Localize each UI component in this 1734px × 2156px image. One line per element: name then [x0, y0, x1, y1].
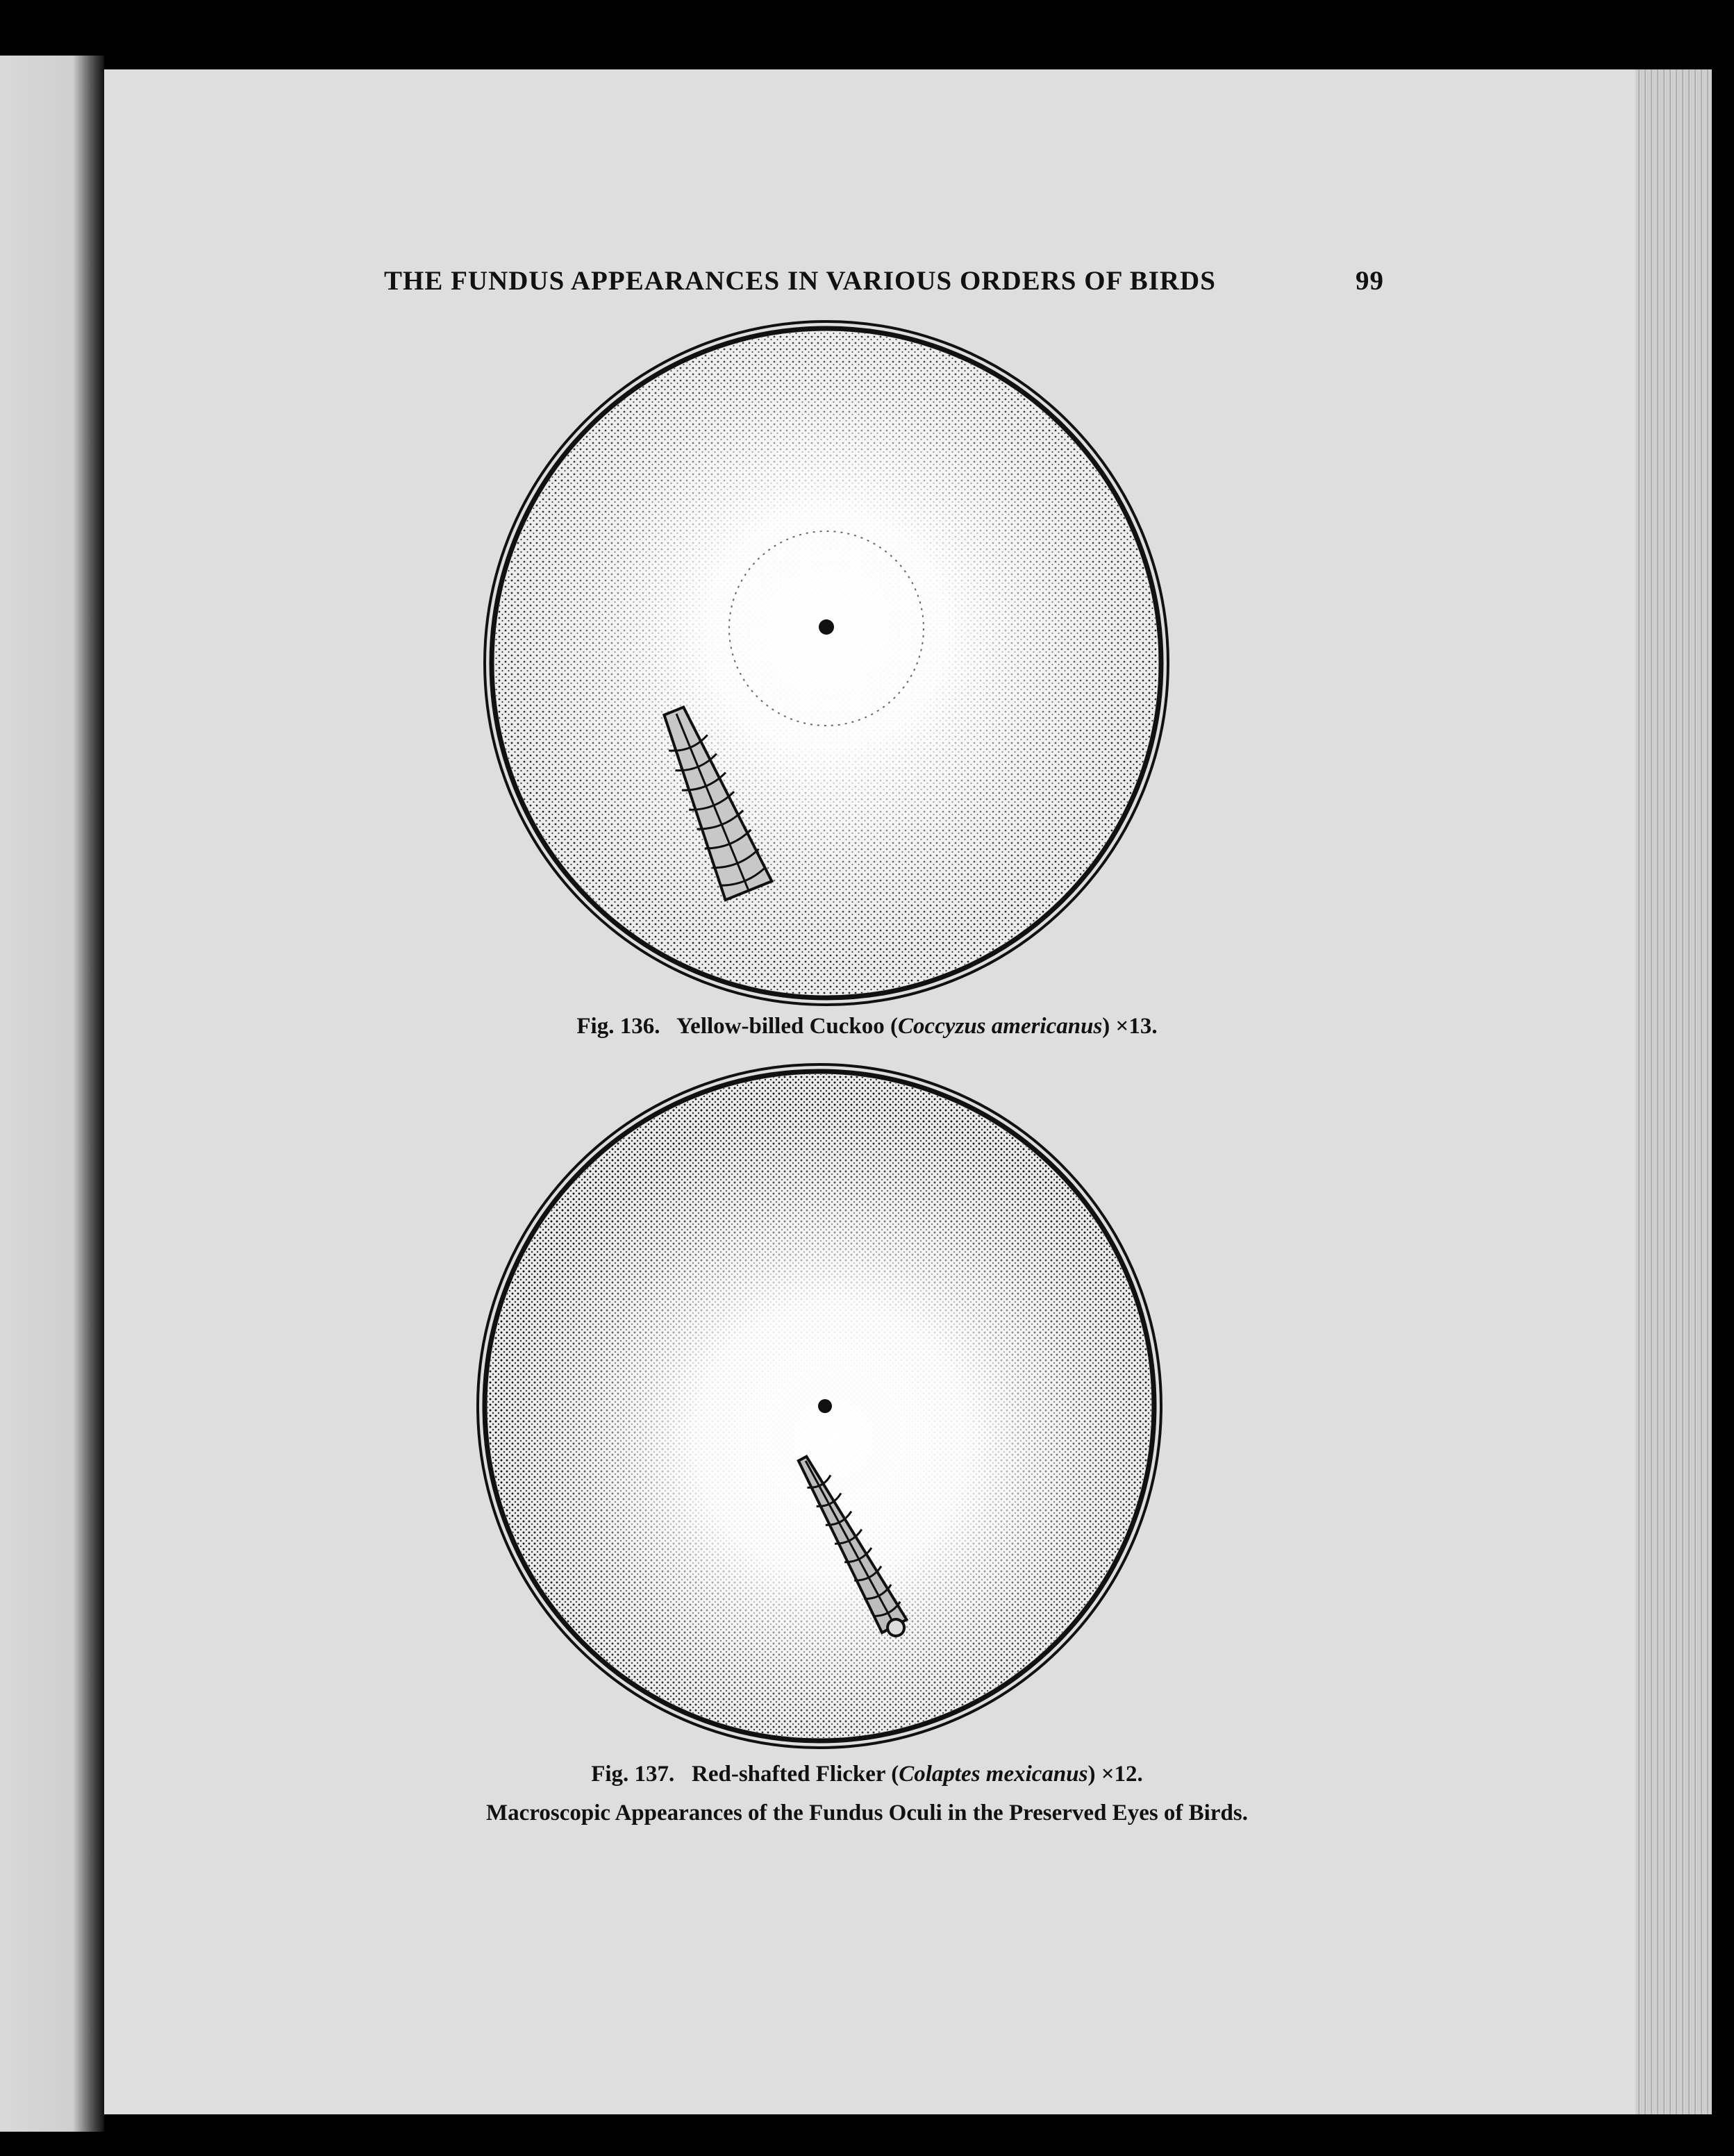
figure-137-common-name: Red-shafted Flicker [692, 1762, 885, 1787]
figure-137-scientific-name: Colaptes mexicanus [899, 1762, 1088, 1787]
plate-caption: Macroscopic Appearances of the Fundus Oculi in the Preserved Eyes of Birds. [486, 1800, 1248, 1825]
figure-136-scientific-name: Coccyzus americanus [898, 1014, 1103, 1039]
page-number: 99 [1356, 266, 1384, 296]
running-head-title: THE FUNDUS APPEARANCES IN VARIOUS ORDERS OF BIRDS [384, 266, 1216, 296]
fundus-illustration-cuckoo [479, 316, 1174, 1010]
figure-137-label: Fig. 137. [591, 1762, 675, 1787]
running-head [384, 265, 1384, 307]
fundus-illustration-flicker [472, 1059, 1167, 1753]
figure-136-label: Fig. 136. [576, 1014, 660, 1039]
figure-136-magnification: ×13. [1115, 1014, 1158, 1039]
fovea-mark [819, 619, 834, 635]
figure-136-caption: Fig. 136. Yellow-billed Cuckoo (Coccyzus americanus) ×13. [576, 1014, 1158, 1039]
figure-137-caption: Fig. 137. Red-shafted Flicker (Colaptes mexicanus) ×12. [591, 1762, 1143, 1787]
figure-137-magnification: ×12. [1101, 1762, 1143, 1787]
fovea-mark [818, 1399, 832, 1413]
figure-136-common-name: Yellow-billed Cuckoo [676, 1014, 885, 1039]
